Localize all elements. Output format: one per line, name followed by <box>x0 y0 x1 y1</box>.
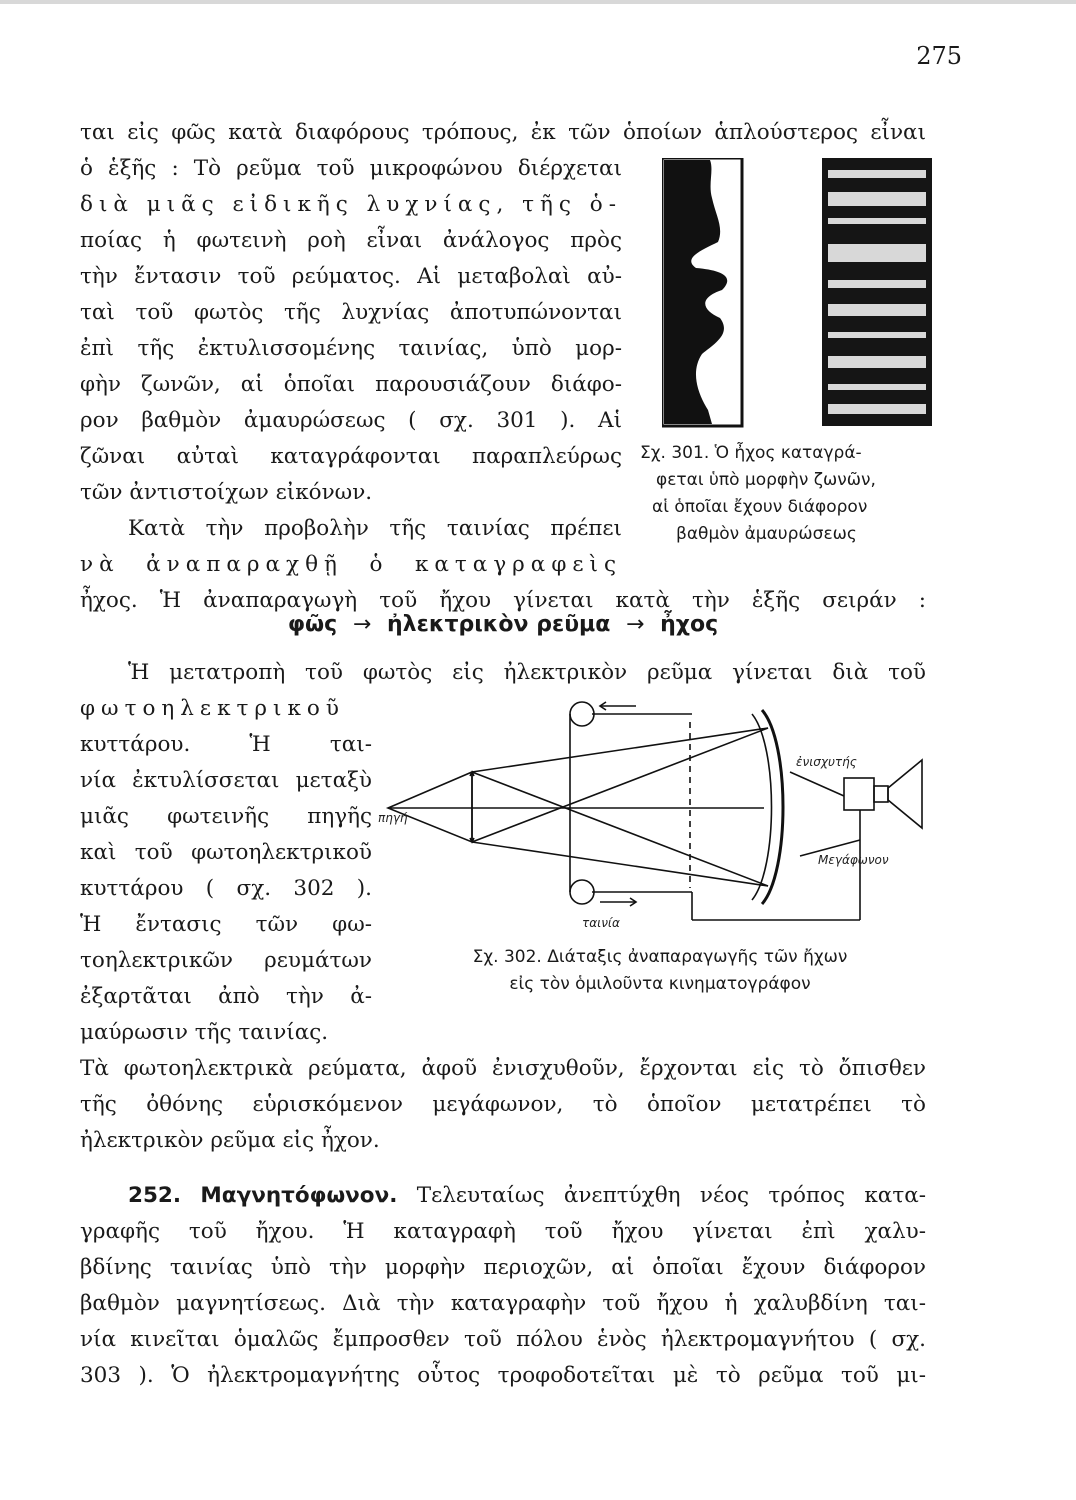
text-line: διὰ μιᾶς εἰδικῆς λυχνίας, τῆς ὁ- <box>80 192 622 217</box>
text-line: βδίνης ταινίας ὑπὸ τὴν μορφὴν περιοχῶν, αἱ ὁποῖαι ἔχουν διάφορον <box>80 1255 926 1280</box>
text-line: κυττάρου ( σχ. 302 ). <box>80 876 372 901</box>
text-line: μιᾶς φωτεινῆς πηγῆς <box>80 804 372 829</box>
text-line: ἦχος. Ἡ ἀναπαραγωγὴ τοῦ ἤχου γίνεται κατὰ τὴν ἑξῆς σειράν : <box>80 588 926 613</box>
right-arrow-icon: → <box>626 612 645 637</box>
screen <box>762 710 783 904</box>
sequence-current: ἠλεκτρικὸν ρεῦμα <box>386 612 611 637</box>
caption-line: Σχ. 302. Διάταξις ἀναπαραγωγῆς τῶν ἤχων <box>472 947 848 967</box>
text-line: μαύρωσιν τῆς ταινίας. <box>80 1020 329 1045</box>
text-line: γραφῆς τοῦ ἤχου. Ἡ καταγραφὴ τοῦ ἤχου γίνεται ἐπὶ χαλυ- <box>80 1219 926 1244</box>
text-line: τοηλεκτρικῶν ρευμάτων <box>80 948 372 973</box>
caption-line: βαθμὸν ἀμαυρώσεως <box>676 524 857 544</box>
text-line: 303 ). Ὁ ἠλεκτρομαγνήτης οὗτος τροφοδοτεῖται μὲ τὸ ρεῦμα τοῦ μι- <box>80 1363 926 1388</box>
text-line: Ἡ ἔντασις τῶν φω- <box>80 912 372 937</box>
section-heading-line <box>128 1178 926 1214</box>
reproduction-sequence <box>80 612 926 637</box>
text-line: ἐπὶ τῆς ἐκτυλισσομένης ταινίας, ὑπὸ μορ- <box>80 336 622 361</box>
amplifier-label: ἐνισχυτής <box>796 755 857 769</box>
text-line: ταὶ τοῦ φωτὸς τῆς λυχνίας ἀποτυπώνονται <box>80 300 622 325</box>
page-number: 275 <box>916 42 962 70</box>
amplifier-box <box>844 778 874 810</box>
text-line: Κατὰ τὴν προβολὴν τῆς ταινίας πρέπει <box>128 516 622 541</box>
text-line: ρον βαθμὸν ἀμαυρώσεως ( σχ. 301 ). Αἱ <box>80 408 622 433</box>
figure-301-caption <box>640 440 876 548</box>
text-line: τῶν ἀντιστοίχων εἰκόνων. <box>80 480 373 505</box>
text-line: ὁ ἑξῆς : Τὸ ρεῦμα τοῦ μικροφώνου διέρχεται <box>80 156 622 181</box>
page-top-rule <box>0 0 1076 4</box>
tape-label: ταινία <box>582 916 620 930</box>
text-line: ποίας ἡ φωτεινὴ ροὴ εἶναι ἀνάλογος πρὸς <box>80 228 622 253</box>
lower-reel-icon <box>570 880 594 904</box>
figure-301-soundtrack <box>662 158 936 428</box>
sequence-sound: ἦχος <box>660 612 719 637</box>
light-ray <box>472 842 768 886</box>
loudspeaker-icon <box>888 760 922 828</box>
text-line: νὰ ἀναπαραχθῇ ὁ καταγραφεὶς <box>80 552 622 577</box>
figure-302-caption <box>400 944 920 998</box>
text-line: νία κινεῖται ὁμαλῶς ἔμπροσθεν τοῦ πόλου ἑνὸς ἠλεκτρομαγνήτου ( σχ. <box>80 1327 926 1352</box>
caption-line: εἰς τὸν ὁμιλοῦντα κινηματογράφον <box>509 974 811 994</box>
text-line: τὴν ἔντασιν τοῦ ρεύματος. Αἱ μεταβολαὶ αὐ- <box>80 264 622 289</box>
text-line: ἠλεκτρικὸν ρεῦμα εἰς ἦχον. <box>80 1128 380 1153</box>
text-line: ἐξαρτᾶται ἀπὸ τὴν ἀ- <box>80 984 372 1009</box>
text-line: βαθμὸν μαγνητίσεως. Διὰ τὴν καταγραφὴν τοῦ ἤχου ἡ χαλυβδίνη ται- <box>80 1291 926 1316</box>
figure-302-reproduction-setup <box>360 692 930 932</box>
sequence-light: φῶς <box>287 612 338 637</box>
light-source-cone <box>388 772 472 842</box>
text-line: κυττάρου. Ἡ ται- <box>80 732 372 757</box>
text-line: φωτοηλεκτρικοῦ <box>80 696 345 721</box>
section-text: Τελευταίως ἀνεπτύχθη νέος τρόπος κατα- <box>416 1183 926 1208</box>
text-line: φὴν ζωνῶν, αἱ ὁποῖαι παρουσιάζουν διάφο- <box>80 372 622 397</box>
text-line: ται εἰς φῶς κατὰ διαφόρους τρόπους, ἐκ τῶν ὁποίων ἁπλούστερος εἶναι <box>80 120 926 145</box>
section-title: Μαγνητόφωνον. <box>200 1183 398 1208</box>
caption-line: φεται ὑπὸ μορφὴν ζωνῶν, <box>656 470 876 490</box>
upper-reel-icon <box>570 702 594 726</box>
text-line: νία ἐκτυλίσσεται μεταξὺ <box>80 768 372 793</box>
text-line: Τὰ φωτοηλεκτρικὰ ρεύματα, ἀφοῦ ἐνισχυθοῦν, ἔρχονται εἰς τὸ ὄπισθεν <box>80 1056 926 1081</box>
caption-line: αἱ ὁποῖαι ἔχουν διάφορον <box>652 497 868 517</box>
light-ray <box>472 728 768 772</box>
text-line: τῆς ὀθόνης εὑρισκόμενον μεγάφωνον, τὸ ὁποῖον μετατρέπει τὸ <box>80 1092 926 1117</box>
source-label: πηγή <box>378 811 408 825</box>
right-arrow-icon: → <box>352 612 372 637</box>
section-number: 252. <box>128 1183 182 1208</box>
speaker-label: Μεγάφωνον <box>818 853 889 867</box>
caption-line: Σχ. 301. Ὁ ἦχος καταγρά- <box>640 443 862 463</box>
text-line: ζῶναι αὐταὶ καταγράφονται παραπλεύρως <box>80 444 622 469</box>
text-line: Ἡ μετατροπὴ τοῦ φωτὸς εἰς ἠλεκτρικὸν ρεῦμα γίνεται διὰ τοῦ <box>128 660 926 685</box>
text-line: καὶ τοῦ φωτοηλεκτρικοῦ <box>80 840 372 865</box>
